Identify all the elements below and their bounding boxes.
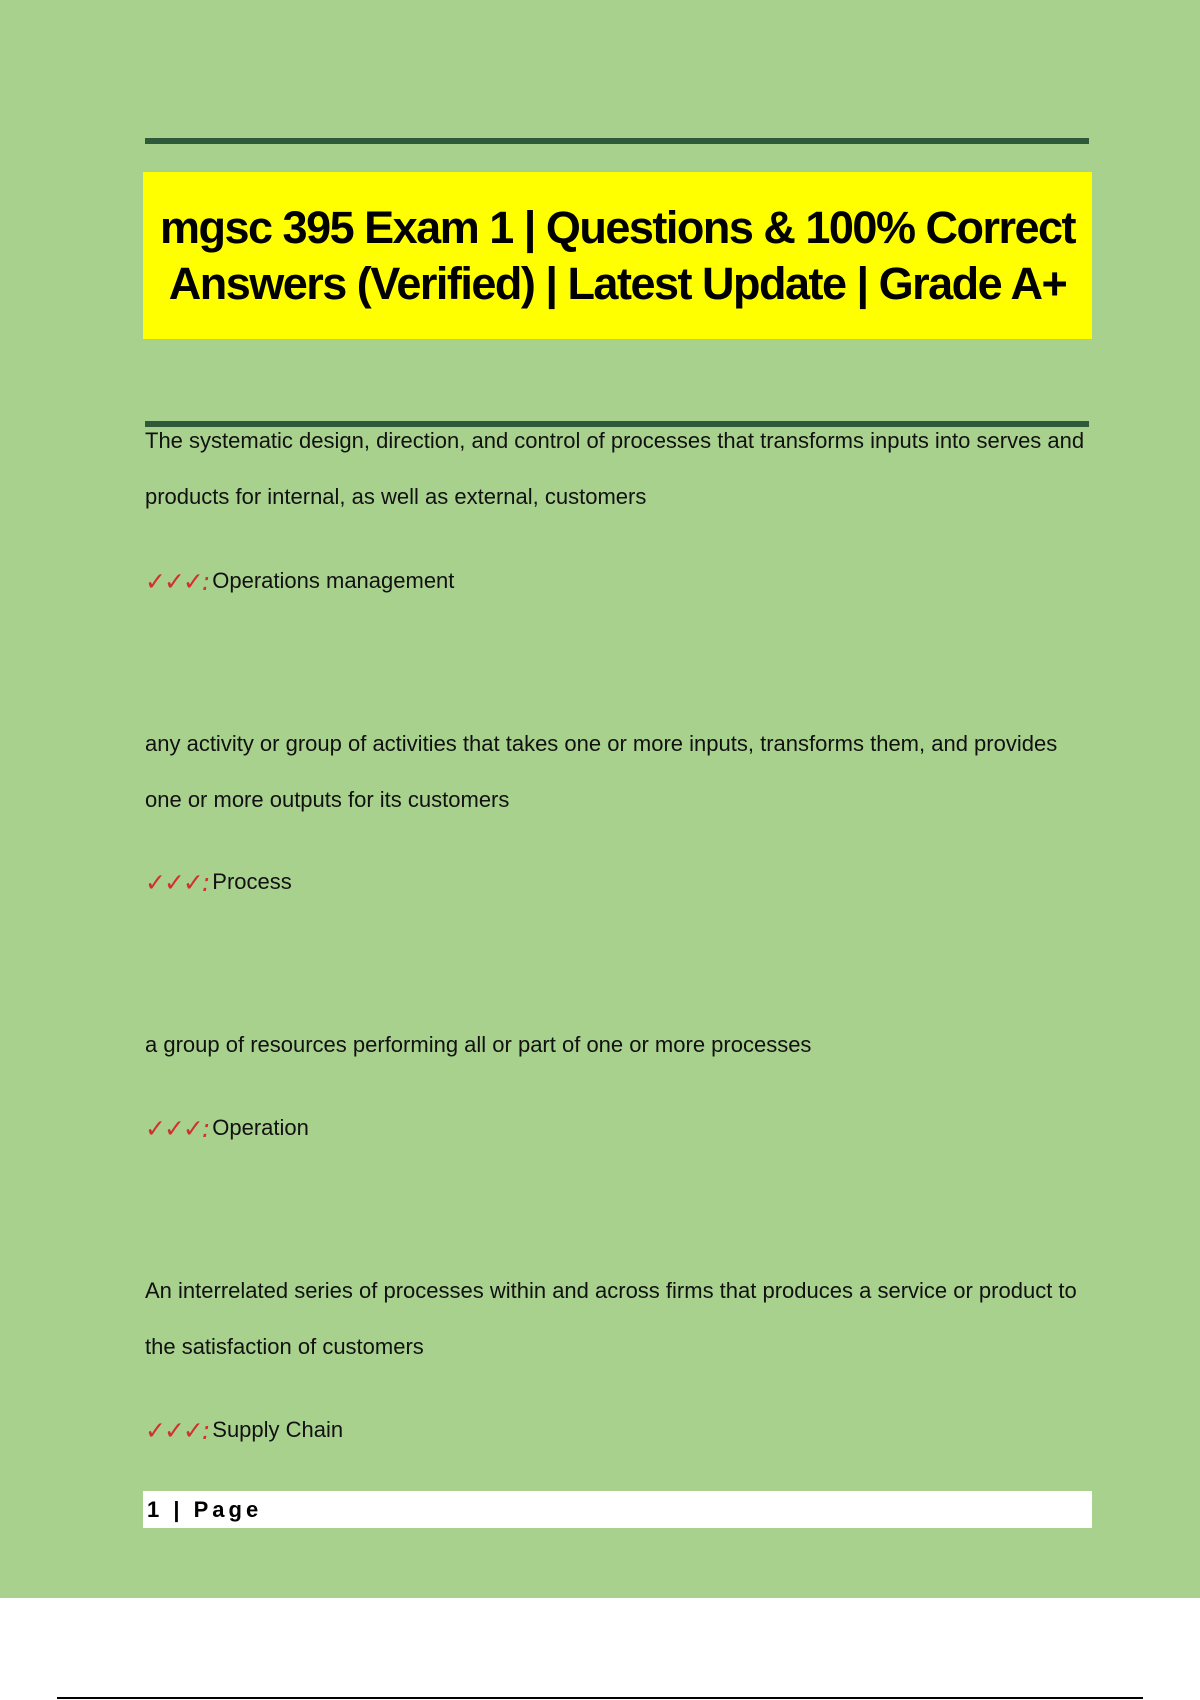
question-text: An interrelated series of processes within and across firms that produces a service or product to the satisfaction of customers [145,1278,1077,1359]
check-mark-icon: ✓✓✓: [145,1113,209,1143]
question-text: any activity or group of activities that takes one or more inputs, transforms them, and provides one or more outputs for its customers [145,731,1058,812]
bottom-divider [57,1697,1143,1699]
answer-row [145,862,292,902]
top-divider [145,138,1089,144]
qa-item-operation [145,1017,1095,1143]
check-mark-icon: ✓✓✓: [145,566,209,596]
answer-row [145,561,454,601]
answer-text: Process [212,869,292,894]
check-mark-icon: ✓✓✓: [145,867,209,897]
qa-item-operations-management [145,413,1095,596]
answer-text: Operations management [212,568,455,593]
answer-row [145,1108,309,1148]
answer-text: Operation [212,1115,309,1140]
check-mark-icon: ✓✓✓: [145,1415,209,1445]
qa-item-process [145,716,1095,897]
question-text: a group of resources performing all or part of one or more processes [145,1032,812,1057]
question-text: The systematic design, direction, and control of processes that transforms inputs into serves and products for internal, as well as external, customers [145,428,1085,509]
page-number: 1 | Page [147,1496,263,1522]
document-title: mgsc 395 Exam 1 | Questions & 100% Correct Answers (Verified) | Latest Update | Grade A+ [159,201,1076,309]
answer-row [145,1410,343,1450]
qa-item-supply-chain [145,1263,1095,1445]
answer-text: Supply Chain [212,1417,344,1442]
page-footer [143,1491,1092,1528]
title-highlight [143,172,1092,339]
